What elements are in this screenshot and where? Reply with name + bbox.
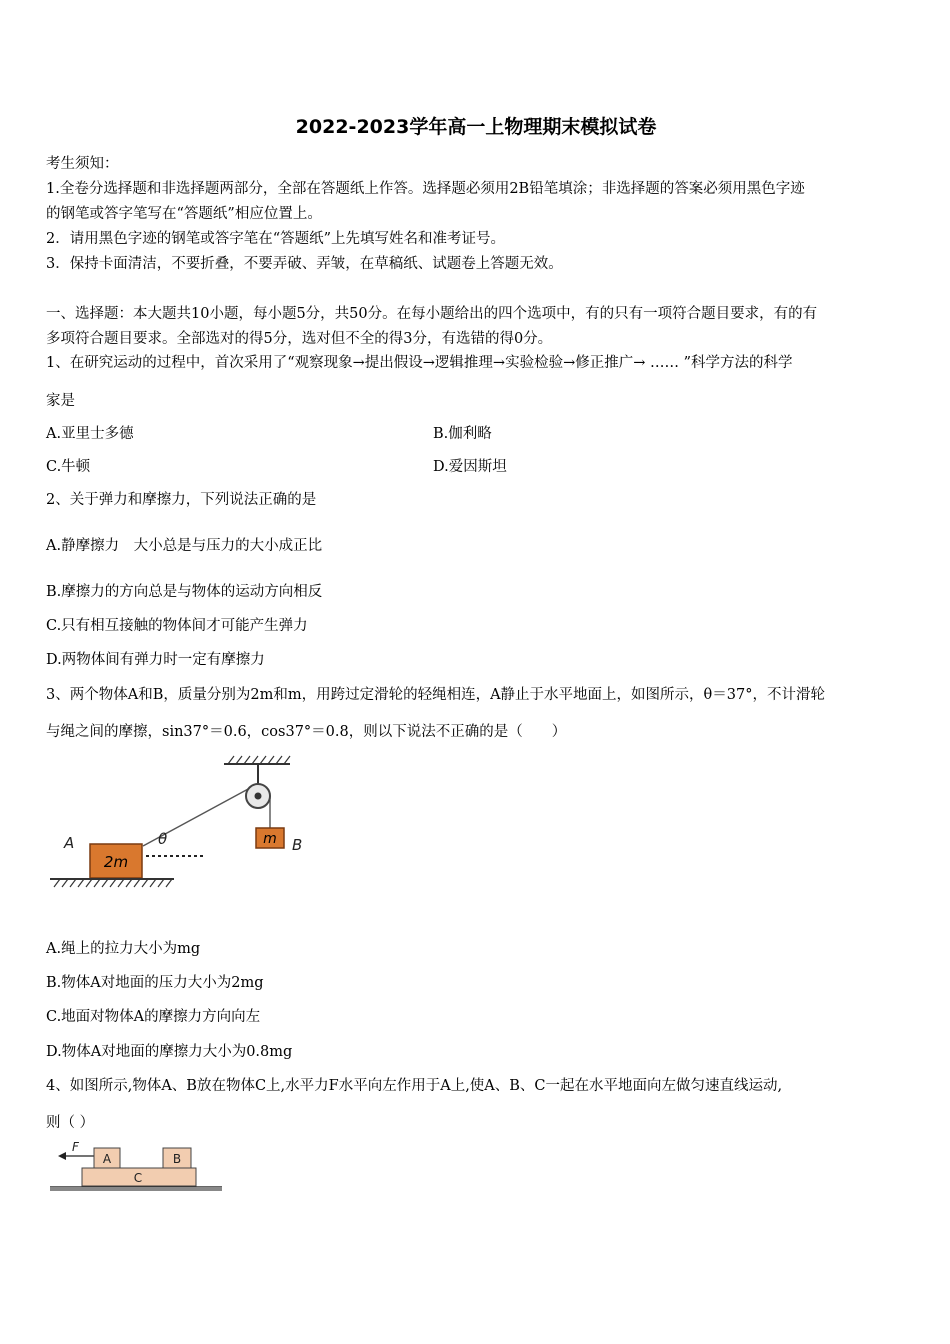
- question-3-option-c[interactable]: C.地面对物体A的摩擦力方向向左: [46, 1009, 261, 1025]
- question-1-option-d[interactable]: D.爱因斯坦: [433, 459, 507, 475]
- section-instructions: 一、选择题：本大题共10小题，每小题5分，共50分。在每小题给出的四个选项中，有的只有一项符合题目要求，有的有: [46, 306, 818, 322]
- question-2-option-d[interactable]: D.两物体间有弹力时一定有摩擦力: [46, 652, 265, 668]
- question-3-stem: 与绳之间的摩擦，sin37°＝0.6，cos37°＝0.8，则以下说法不正确的是（ ）: [46, 724, 567, 740]
- notice-heading: 考生须知：: [46, 156, 119, 172]
- question-2-option-c[interactable]: C.只有相互接触的物体间才可能产生弹力: [46, 618, 308, 634]
- question-1-stem: 家是: [46, 393, 75, 409]
- question-4-stem: 则（ ）: [46, 1115, 95, 1131]
- question-2-stem: 2、关于弹力和摩擦力，下列说法正确的是: [46, 492, 317, 508]
- notice-item: 1.全卷分选择题和非选择题两部分，全部在答题纸上作答。选择题必须用2B铅笔填涂；非选择题的答案必须用黑色字迹: [46, 181, 805, 197]
- pulley-diagram: [46, 752, 326, 902]
- question-3-option-b[interactable]: B.物体A对地面的压力大小为2mg: [46, 975, 264, 991]
- question-1-option-b[interactable]: B.伽利略: [433, 426, 492, 442]
- page-title: 2022-2023学年高一上物理期末模拟试卷: [295, 116, 657, 138]
- section-instructions: 多项符合题目要求。全部选对的得5分，选对但不全的得3分，有选错的得0分。: [46, 331, 553, 347]
- question-2-option-b[interactable]: B.摩擦力的方向总是与物体的运动方向相反: [46, 584, 323, 600]
- blocks-diagram: [46, 1136, 236, 1196]
- question-3-option-a[interactable]: A.绳上的拉力大小为mg: [46, 941, 201, 957]
- block-c-label: C: [133, 1171, 143, 1185]
- block-b-mass: m: [263, 831, 277, 847]
- question-4-stem: 4、如图所示,物体A、B放在物体C上,水平力F水平向左作用于A上,使A、B、C一起在水平地面向左做匀速直线运动,: [46, 1078, 783, 1094]
- block-a-mass: 2m: [103, 853, 129, 871]
- question-1-stem: 1、在研究运动的过程中，首次采用了“观察现象→提出假设→逻辑推理→实验检验→修正推广→ …… ”科学方法的科学: [46, 355, 793, 371]
- question-1-option-a[interactable]: A.亚里士多德: [46, 426, 134, 442]
- question-3-stem: 3、两个物体A和B，质量分别为2m和m，用跨过定滑轮的轻绳相连，A静止于水平地面上，如图所示，θ＝37°，不计滑轮: [46, 687, 825, 703]
- arrow-left-icon: [58, 1152, 66, 1160]
- question-3-option-d[interactable]: D.物体A对地面的摩擦力大小为0.8mg: [46, 1044, 293, 1060]
- notice-item: 3．保持卡面清洁，不要折叠，不要弄破、弄皱，在草稿纸、试题卷上答题无效。: [46, 256, 563, 272]
- notice-item: 2．请用黑色字迹的钢笔或答字笔在“答题纸”上先填写姓名和准考证号。: [46, 231, 506, 247]
- force-label: F: [72, 1140, 79, 1154]
- block-a-label: A: [102, 1152, 112, 1166]
- label-a: A: [64, 834, 75, 852]
- label-b: B: [292, 836, 303, 854]
- notice-item: 的钢笔或答字笔写在“答题纸”相应位置上。: [46, 206, 322, 222]
- block-b-label: B: [172, 1152, 182, 1166]
- question-1-option-c[interactable]: C.牛顿: [46, 459, 91, 475]
- question-2-option-a[interactable]: A.静摩擦力 大小总是与压力的大小成正比: [46, 538, 323, 554]
- angle-theta: θ: [158, 830, 168, 848]
